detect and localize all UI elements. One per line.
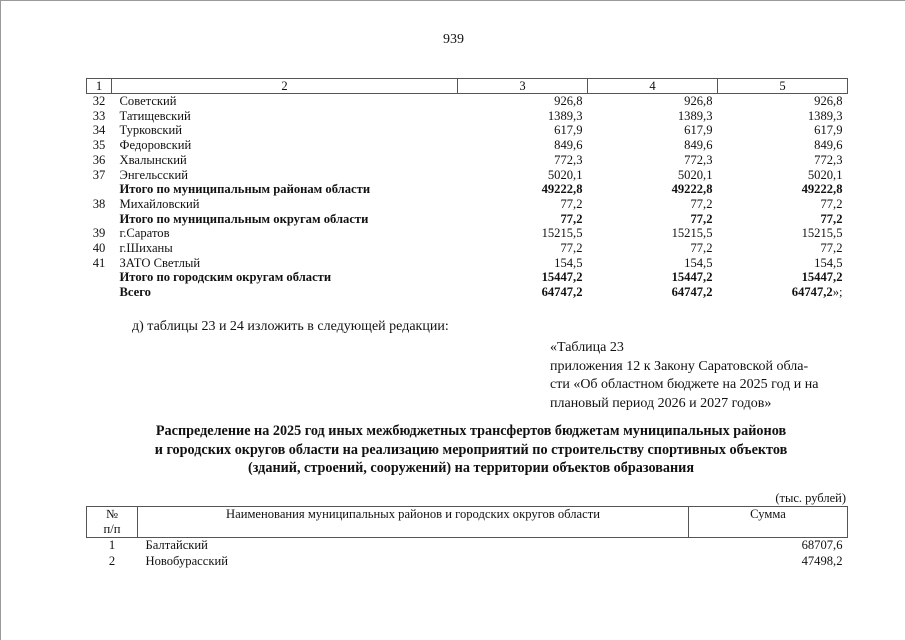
row-number: 33	[92, 108, 106, 123]
column-header-1: 1	[87, 79, 112, 94]
appendix-line: приложения 12 к Закону Саратовской обла-	[550, 358, 809, 374]
table-row	[87, 256, 848, 271]
value-col5: 77,2	[820, 241, 843, 256]
value-col3: 849,6	[554, 138, 583, 153]
value-col3: 77,2	[560, 196, 583, 211]
header-sum: Сумма	[689, 507, 848, 538]
value-col4: 772,3	[684, 152, 713, 167]
value-col3: 926,8	[554, 94, 583, 108]
column-number-row	[87, 79, 848, 94]
appendix-line: сти «Об областном бюджете на 2025 год и на	[550, 377, 819, 392]
value-col3: 772,3	[554, 152, 583, 167]
row-number: 41	[92, 255, 106, 270]
value-col4: 15447,2	[671, 270, 713, 285]
value-col4: 849,6	[684, 138, 713, 153]
value-col5: 5020,1	[807, 167, 843, 182]
value-col3: 15447,2	[541, 270, 583, 285]
sports-transfers-table	[86, 506, 848, 569]
district-name: Новобурасский	[145, 553, 228, 568]
allocation-table-continued	[86, 78, 848, 300]
value-col5: 49222,8	[801, 182, 843, 197]
value-col4: 5020,1	[677, 167, 713, 182]
value-col4: 77,2	[690, 211, 713, 226]
subtotal-label: Итого по муниципальным округам области	[119, 211, 369, 226]
row-number: 37	[92, 167, 106, 182]
page-number: 939	[443, 32, 464, 47]
row-number: 1	[108, 538, 116, 552]
value-col5: 15215,5	[801, 226, 843, 241]
table-row	[87, 554, 848, 570]
subtotal-row-city-okrugs	[87, 270, 848, 285]
district-name: Татищевский	[119, 108, 191, 123]
value-col3: 77,2	[560, 211, 583, 226]
table-header-row	[87, 507, 848, 538]
value-col5: 926,8	[814, 94, 843, 108]
value-col3: 64747,2	[541, 285, 583, 300]
value-col5: 15447,2	[801, 270, 843, 285]
table-row	[87, 241, 848, 256]
district-name: Балтайский	[145, 538, 208, 552]
row-number: 32	[92, 94, 106, 108]
subtotal-label: Итого по муниципальным районам области	[119, 182, 371, 197]
table-title	[111, 422, 831, 478]
subtotal-row-municipal-districts	[87, 182, 848, 197]
value-col4: 77,2	[690, 241, 713, 256]
closing-quote: »;	[832, 285, 843, 300]
title-line: и городских округов области на реализацию мероприятий по строительству спортивных объектов	[154, 441, 788, 458]
table-row	[87, 94, 848, 109]
row-number: 34	[92, 123, 106, 138]
value-col5: 1389,3	[807, 108, 843, 123]
value-col5	[718, 285, 848, 300]
row-number: 40	[92, 241, 106, 256]
table-row	[87, 138, 848, 153]
header-row-number	[87, 507, 138, 538]
value-col3: 1389,3	[547, 108, 583, 123]
district-name: Турковский	[119, 123, 182, 138]
table-row	[87, 197, 848, 212]
row-number	[87, 270, 112, 285]
value-col4: 64747,2	[671, 285, 713, 300]
units-label: (тыс. рублей)	[775, 491, 846, 505]
value-col3: 77,2	[560, 241, 583, 256]
value-col3: 617,9	[554, 123, 583, 138]
row-number	[87, 212, 112, 227]
table-row	[87, 168, 848, 183]
value-col5: 77,2	[820, 196, 843, 211]
table-row	[87, 153, 848, 168]
table-row	[87, 226, 848, 241]
appendix-reference	[550, 339, 848, 413]
value-col4: 77,2	[690, 196, 713, 211]
value-col3: 5020,1	[547, 167, 583, 182]
value-col3: 154,5	[554, 255, 583, 270]
sum-value: 68707,6	[801, 538, 843, 552]
table-row	[87, 538, 848, 554]
district-name: г.Шиханы	[119, 241, 173, 256]
value-col4: 617,9	[684, 123, 713, 138]
title-line: Распределение на 2025 год иных межбюджетных трансфертов бюджетам муниципальных районов	[155, 423, 787, 439]
district-name: Энгельсский	[119, 167, 188, 182]
district-name: ЗАТО Светлый	[119, 255, 201, 270]
title-line: (зданий, строений, сооружений) на территории объектов образования	[248, 460, 694, 476]
appendix-line: «Таблица 23	[550, 340, 624, 355]
value-col5: 617,9	[814, 123, 843, 138]
district-name: Михайловский	[119, 196, 200, 211]
row-number: 38	[92, 196, 106, 211]
district-name: Хвалынский	[119, 152, 187, 167]
value-col3: 15215,5	[541, 226, 583, 241]
row-number: 2	[108, 553, 116, 568]
header-text: п/п	[103, 522, 121, 536]
district-name: Советский	[119, 94, 177, 108]
value-col5: 772,3	[814, 152, 843, 167]
column-header-4: 4	[588, 79, 718, 94]
value-col3: 49222,8	[541, 182, 583, 197]
total-label: Всего	[119, 285, 151, 300]
subtotal-label: Итого по городским округам области	[119, 270, 332, 285]
header-text: №	[105, 507, 119, 521]
sum-value: 47498,2	[801, 553, 843, 568]
district-name: г.Саратов	[119, 226, 170, 241]
amendment-instruction: д) таблицы 23 и 24 изложить в следующей редакции:	[132, 319, 449, 334]
value-col5: 154,5	[814, 255, 843, 270]
row-number	[87, 182, 112, 197]
value-col4: 1389,3	[677, 108, 713, 123]
value-col4: 926,8	[684, 94, 713, 108]
value-col4: 154,5	[684, 255, 713, 270]
row-number: 39	[92, 226, 106, 241]
total-value: 64747,2	[791, 285, 833, 300]
appendix-line: плановый период 2026 и 2027 годов»	[550, 395, 772, 411]
column-header-2: 2	[112, 79, 458, 94]
subtotal-row-municipal-okrugs	[87, 212, 848, 227]
column-header-3: 3	[458, 79, 588, 94]
table-row	[87, 109, 848, 124]
value-col5: 77,2	[820, 211, 843, 226]
value-col4: 49222,8	[671, 182, 713, 197]
row-number: 36	[92, 152, 106, 167]
district-name: Федоровский	[119, 138, 192, 153]
row-number	[87, 285, 112, 300]
value-col5: 849,6	[814, 138, 843, 153]
value-col4: 15215,5	[671, 226, 713, 241]
table-row	[87, 123, 848, 138]
header-district-name: Наименования муниципальных районов и городских округов области	[138, 507, 689, 538]
row-number: 35	[92, 138, 106, 153]
column-header-5: 5	[718, 79, 848, 94]
grand-total-row	[87, 285, 848, 300]
